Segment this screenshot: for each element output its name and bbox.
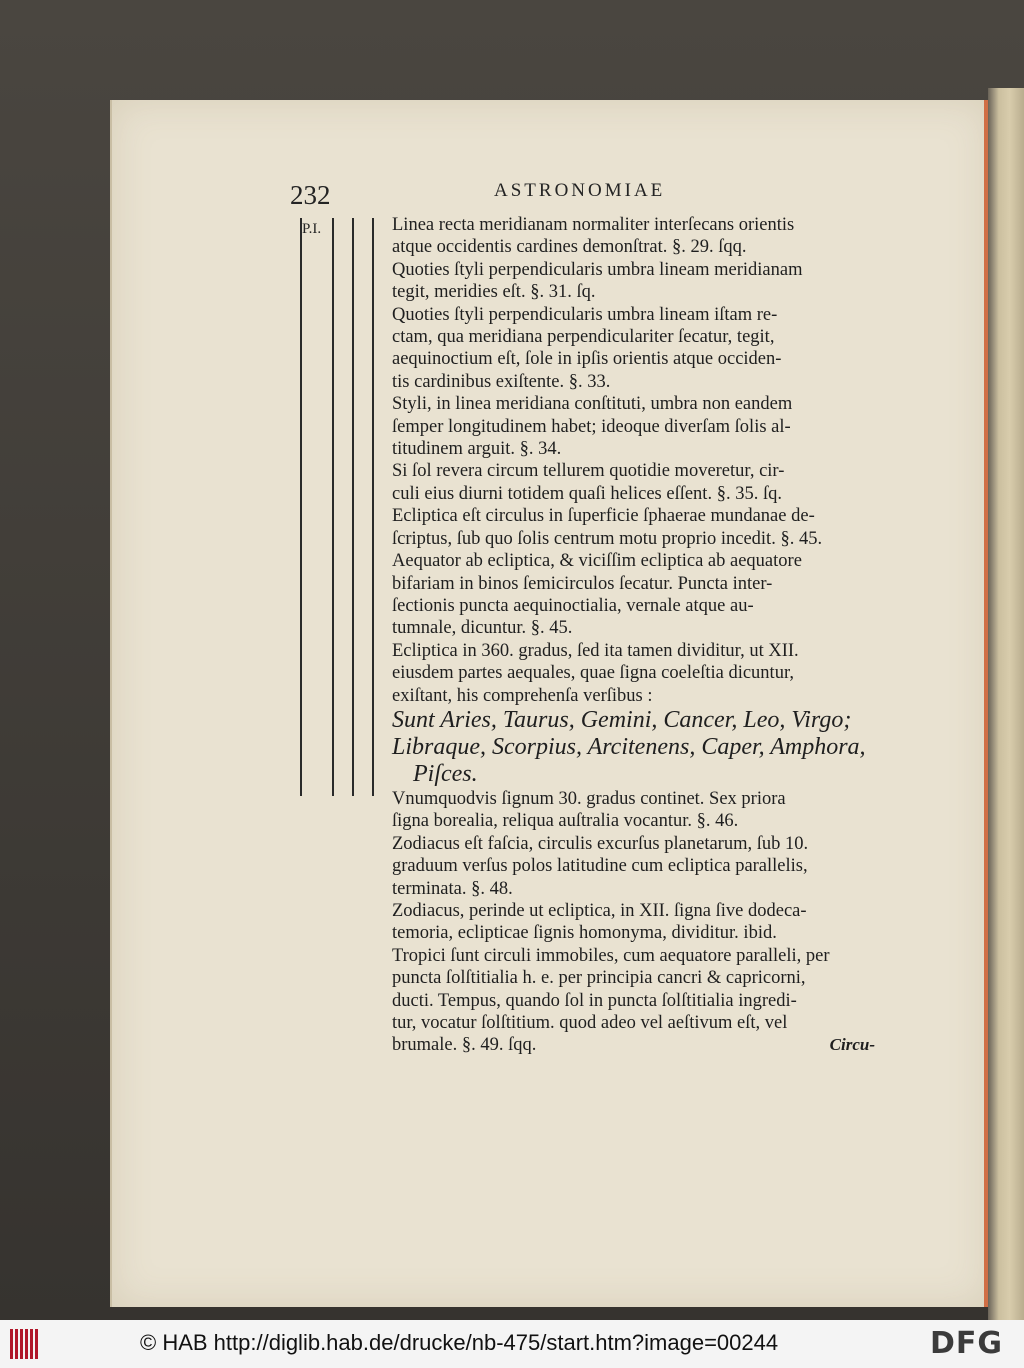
paragraph <box>392 505 875 550</box>
text-line: Ecliptica in 360. gradus, ſed ita tamen dividitur, ut XII. <box>392 640 799 661</box>
text-line: Quoties ſtyli perpendicularis umbra lineam meridianam <box>392 259 803 280</box>
source-link[interactable]: © HAB http://diglib.hab.de/drucke/nb-475/start.htm?image=00244 <box>140 1330 779 1355</box>
text-line: ſigna borealia, reliqua auſtralia vocantur. §. 46. <box>392 811 739 832</box>
text-line: temoria, eclipticae ſignis homonyma, dividitur. ibid. <box>392 923 777 944</box>
text-line: culi eius diurni totidem quaſi helices eſſent. §. 35. ſq. <box>392 483 782 504</box>
paragraph <box>392 788 875 833</box>
margin-rule-3 <box>352 218 354 796</box>
paragraph <box>392 460 875 505</box>
verse-line: Libraque, Scorpius, Arcitenens, Caper, Amphora, <box>392 733 866 760</box>
text-line: Quoties ſtyli perpendicularis umbra lineam iſtam re- <box>392 304 778 325</box>
text-line: exiſtant, his comprehenſa verſibus : <box>392 685 653 706</box>
body-text <box>392 214 875 1057</box>
paragraph <box>392 304 875 394</box>
margin-rule-1 <box>300 218 302 796</box>
viewer-footer <box>0 1320 1024 1368</box>
hab-logo-icon <box>10 1329 46 1359</box>
paragraph <box>392 900 875 945</box>
text-line: graduum verſus polos latitudine cum ecliptica parallelis, <box>392 856 808 877</box>
text-line: ſemper longitudinem habet; ideoque diverſam ſolis al- <box>392 416 791 437</box>
paragraph <box>392 214 875 259</box>
text-line-end: brumale. §. 49. ſqq. <box>392 1035 537 1056</box>
running-title: ASTRONOMIAE <box>494 180 666 201</box>
paragraph <box>392 550 875 640</box>
text-line: ducti. Tempus, quando ſol in puncta ſolſtitialia ingredi- <box>392 990 797 1011</box>
page-number: 232 <box>290 180 331 210</box>
dfg-logo: DFG <box>930 1326 1004 1361</box>
text-line: tis cardinibus exiſtente. §. 33. <box>392 371 611 392</box>
margin-rule-4 <box>372 218 374 796</box>
text-line: titudinem arguit. §. 34. <box>392 439 562 460</box>
text-line: bifariam in binos ſemicirculos ſecatur. Puncta inter- <box>392 573 773 594</box>
text-line: Vnumquodvis ſignum 30. gradus continet. Sex priora <box>392 788 786 809</box>
verse-block <box>392 707 875 788</box>
page-edge-trim <box>984 100 988 1307</box>
verse-line: Sunt Aries, Taurus, Gemini, Cancer, Leo, Virgo; <box>392 706 852 733</box>
paragraph <box>392 945 875 1057</box>
text-line: Aequator ab ecliptica, & viciſſim ecliptica ab aequatore <box>392 551 802 572</box>
text-line: atque occidentis cardines demonſtrat. §. 29. ſqq. <box>392 237 747 258</box>
verse-line: Piſces. <box>413 760 478 787</box>
margin-rule-2 <box>332 218 334 796</box>
paragraph <box>392 833 875 900</box>
text-line: terminata. §. 48. <box>392 878 513 899</box>
text-line: Zodiacus, perinde ut ecliptica, in XII. ſigna ſive dodeca- <box>392 900 807 921</box>
paragraph <box>392 259 875 304</box>
text-line: Ecliptica eſt circulus in ſuperficie ſphaerae mundanae de- <box>392 506 815 527</box>
text-line: aequinoctium eſt, ſole in ipſis orientis atque occiden- <box>392 349 782 370</box>
text-line: Si ſol revera circum tellurem quotidie moveretur, cir- <box>392 461 785 482</box>
next-leaf-edge <box>988 88 1024 1338</box>
text-line: ctam, qua meridiana perpendiculariter ſecatur, tegit, <box>392 327 775 348</box>
text-line: Tropici ſunt circuli immobiles, cum aequatore paralleli, per <box>392 945 830 966</box>
text-line: tur, vocatur ſolſtitium. quod adeo vel aeſtivum eſt, vel <box>392 1013 788 1033</box>
margin-column <box>296 218 376 798</box>
text-line: tumnale, dicuntur. §. 45. <box>392 618 573 639</box>
text-line: Zodiacus eſt faſcia, circulis excurſus planetarum, ſub 10. <box>392 833 809 854</box>
text-line: Styli, in linea meridiana conſtituti, umbra non eandem <box>392 394 793 415</box>
text-line <box>392 1034 875 1056</box>
catchword: Circu- <box>829 1035 875 1055</box>
paragraph <box>392 393 875 460</box>
text-line: Linea recta meridianam normaliter interſecans orientis <box>392 215 795 235</box>
text-line: eiusdem partes aequales, quae ſigna coeleſtia dicuntur, <box>392 663 794 684</box>
text-line: ſcriptus, ſub quo ſolis centrum motu proprio incedit. §. 45. <box>392 528 823 549</box>
text-line: puncta ſolſtitialia h. e. per principia cancri & capricorni, <box>392 968 806 989</box>
paragraph <box>392 640 875 707</box>
text-line: tegit, meridies eſt. §. 31. ſq. <box>392 282 596 303</box>
text-line: ſectionis puncta aequinoctialia, vernale atque au- <box>392 595 754 616</box>
margin-label: P.I. <box>302 221 322 237</box>
